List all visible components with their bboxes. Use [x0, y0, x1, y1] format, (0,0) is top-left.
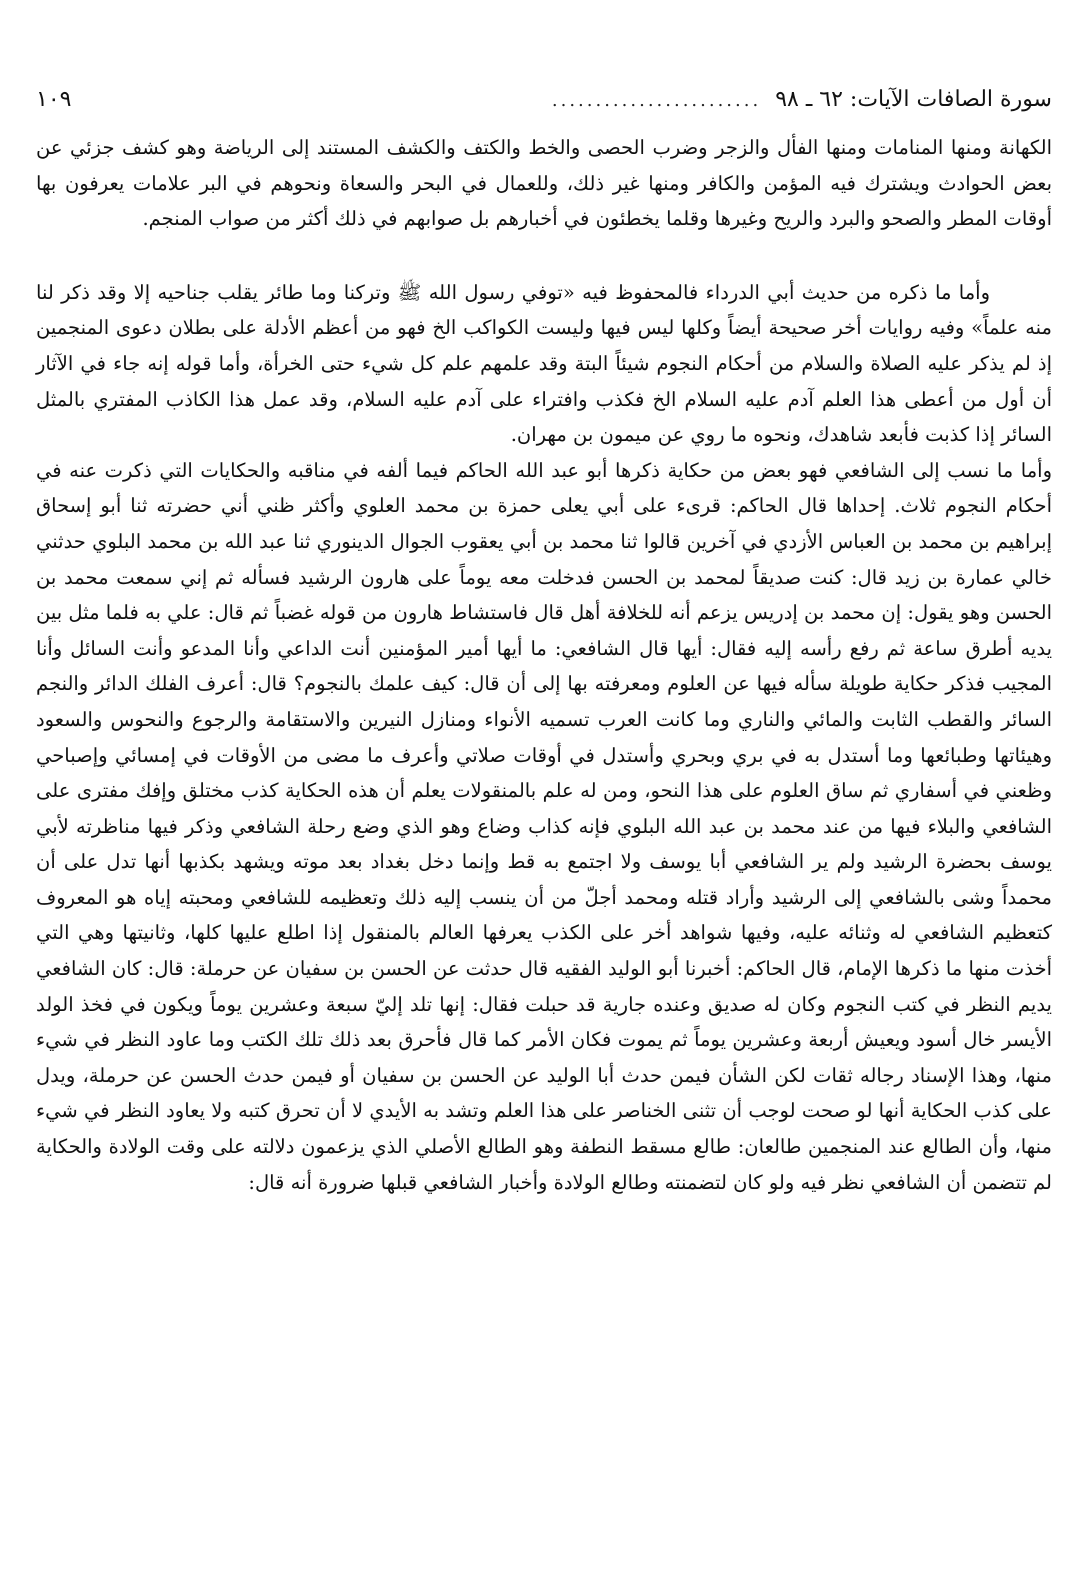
paragraph-2: وأما ما ذكره من حديث أبي الدرداء فالمحفوظ فيه «توفي رسول الله ﷺ وتركنا وما طائر يقلب جناحيه إلا وقد ذكر لنا منه علماً» وفيه روايات أخر صحيحة أيضاً وكلها ليس فيها وليست الكواكب الخ فهو من أعظم الأدلة على بطلان دعوى المنجمين إذ لم يذكر عليه الصلاة والسلام من أحكام النجوم شيئاً البتة وقد علمهم علم كل شيء حتى الخرأة، وأما قوله إنه جاء في الآثار أن أول من أعطى هذا العلم آدم عليه السلام الخ فكذب وافتراء على آدم عليه السلام، وقد عمل هذا الكاذب المفتري بالمثل السائر إذا كذبت فأبعد شاهدك، ونحوه ما روي عن ميمون بن مهران. — [36, 280, 1052, 447]
paragraph-1: الكهانة ومنها المنامات ومنها الفأل والزجر وضرب الحصى والخط والكتف والكشف المستند إلى الرياضة وهو كشف جزئي عن بعض الحوادث ويشترك فيه المؤمن والكافر ومنها غير ذلك، وللعمال في البحر والسعاة ونحوهم في البر علامات يعرفون بها أوقات المطر والصحو والبرد والريح وغيرها وقلما يخطئون في أخبارهم بل صوابهم في ذلك أكثر من صواب المنجم. — [36, 136, 1052, 231]
book-page — [36, 80, 1052, 1560]
running-header — [36, 80, 1052, 120]
page-number: ١٠٩ — [36, 87, 72, 112]
dot-leader: ........................ — [551, 90, 762, 111]
surah-title: سورة الصافات الآيات: ٦٢ ـ ٩٨ — [775, 87, 1052, 112]
paragraph-3: وأما ما نسب إلى الشافعي فهو بعض من حكاية ذكرها أبو عبد الله الحاكم فيما ألفه في مناقبه والحكايات التي ذكرت عنه في أحكام النجوم ثلاث. إحداها قال الحاكم: قرىء على أبي يعلى حمزة بن محمد العلوي وأكثر ظني أني حضرته ثنا أبو إسحاق إبراهيم بن محمد بن العباس الأزدي في آخرين قالوا ثنا محمد بن أبي يعقوب الجوال الدينوري ثنا عبد الله بن محمد البلوي حدثني خالي عمارة بن زيد قال: كنت صديقاً لمحمد بن الحسن فدخلت معه يوماً على هارون الرشيد فسأله ثم إني سمعت محمد بن الحسن وهو يقول: إن محمد بن إدريس يزعم أنه للخلافة أهل قال فاستشاط هارون من قوله غضباً ثم قال: علي به فلما مثل بين يديه أطرق ساعة ثم رفع رأسه إليه فقال: أيها قال الشافعي: ما أيها أمير المؤمنين أنت الداعي وأنا المدعو وأنت السائل وأنا المجيب فذكر حكاية طويلة سأله فيها عن العلوم ومعرفته بها إلى أن قال: كيف علمك بالنجوم؟ قال: أعرف الفلك الدائر والنجم السائر والقطب الثابت والمائي والناري وما كانت العرب تسميه الأنواء ومنازل النيرين والاستقامة والرجوع والنحوس والسعود وهيئاتها وطبائعها وما أستدل به في بري وبحري وأستدل في أوقات صلاتي وأعرف ما مضى من الأوقات في إمسائي وإصباحي وظعني في أسفاري ثم ساق العلوم على هذا النحو، ومن له علم بالمنقولات يعلم أن هذه الحكاية كذب مختلق وإفك مفترى على الشافعي والبلاء فيها من عند محمد بن عبد الله البلوي فإنه كذاب وضاع وهو الذي وضع رحلة الشافعي وذكر فيها مناظرته لأبي يوسف بحضرة الرشيد ولم ير الشافعي أبا يوسف ولا اجتمع به قط وإنما دخل بغداد بعد موته ويشهد بكذبها أنها تدل على أن محمداً وشى بالشافعي إلى الرشيد وأراد قتله ومحمد أجلّ من أن ينسب إليه ذلك وتعظيمه للشافعي ومحبته إياه هو المعروف كتعظيم الشافعي له وثنائه عليه، وفيها شواهد أخر على الكذب يعرفها العالم بالمنقول إذا اطلع عليها كلها، وثانيتها وهي التي أخذت منها ما ذكرها الإمام، قال الحاكم: أخبرنا أبو الوليد الفقيه قال حدثت عن الحسن بن سفيان عن حرملة: قال: كان الشافعي يديم النظر في كتب النجوم وكان له صديق وعنده جارية قد حبلت فقال: إنها تلد إليّ سبعة وعشرين يوماً ويكون في فخذ الولد الأيسر خال أسود ويعيش أربعة وعشرين يوماً ثم يموت فكان الأمر كما قال فأحرق بعد ذلك تلك الكتب وما عاود النظر في شيء منها، وهذا الإسناد رجاله ثقات لكن الشأن فيمن حدث أبا الوليد عن الحسن بن سفيان أو فيمن حدث الحسن عن حرملة، ويدل على كذب الحكاية أنها لو صحت لوجب أن تثنى الخناصر على هذا العلم وتشد به الأيدي لا أن تحرق كتبه ولا يعاود النظر في شيء منها، وأن الطالع عند المنجمين طالعان: طالع مسقط النطفة وهو الطالع الأصلي الذي يزعمون دلالته على وقت الولادة والحكاية لم تتضمن أن الشافعي نظر فيه ولو كان لتضمنته وطالع الولادة وأخبار الشافعي قبلها ضرورة أنه قال: — [36, 458, 1052, 1194]
